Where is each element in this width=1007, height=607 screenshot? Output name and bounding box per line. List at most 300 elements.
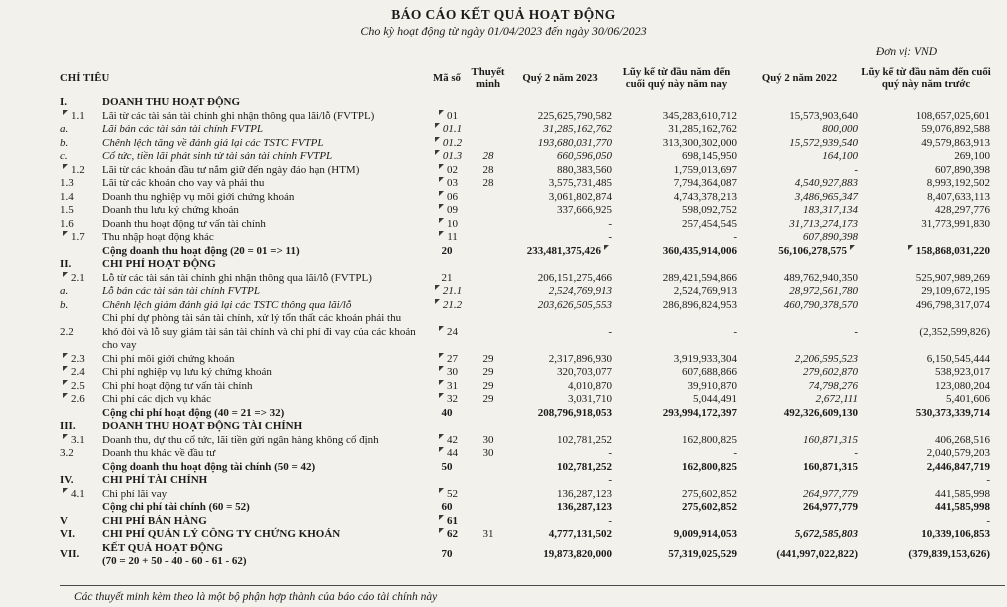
annotation-flag-icon — [439, 380, 444, 385]
row-code: 40 — [441, 406, 453, 419]
value-cell: 2,317,896,930 — [548, 352, 612, 365]
value-cell: 4,010,870 — [568, 379, 612, 392]
value-cell: 193,680,031,770 — [537, 136, 612, 149]
row-note — [470, 461, 506, 475]
row-number: 2.5 — [58, 380, 102, 394]
row-number: 1.2 — [58, 164, 102, 178]
row-number: I. — [60, 96, 68, 108]
table-row — [58, 218, 992, 232]
row-note: 28 — [482, 177, 494, 189]
row-code: 02 — [424, 164, 470, 178]
value-cell: 607,688,866 — [682, 366, 737, 378]
row-code: 10 — [424, 218, 470, 232]
value-cell: 28,972,561,780 — [789, 285, 858, 297]
row-number: V — [60, 514, 68, 527]
row-note — [470, 218, 506, 232]
value-cell: - — [608, 217, 612, 230]
value-cell: 160,871,315 — [803, 433, 858, 446]
row-label: DOANH THU HOẠT ĐỘNG TÀI CHÍNH — [102, 420, 303, 432]
table-row — [58, 123, 992, 137]
row-label: Chi phí các dịch vụ khác — [102, 393, 212, 405]
value-cell — [860, 420, 992, 434]
row-number: III. — [60, 420, 76, 432]
value-cell: 279,602,870 — [803, 366, 858, 378]
table-row — [58, 231, 992, 245]
row-label: Cộng doanh thu hoạt động tài chính (50 = 42) — [102, 460, 316, 473]
annotation-flag-icon — [63, 272, 68, 277]
table-row — [58, 542, 992, 569]
value-cell: 183,317,134 — [803, 204, 858, 216]
value-cell: - — [608, 231, 612, 243]
table-row — [58, 434, 992, 448]
value-cell: 102,781,252 — [557, 460, 612, 473]
row-note — [470, 258, 506, 272]
row-label: CHI PHÍ TÀI CHÍNH — [102, 474, 208, 486]
row-number: a. — [60, 285, 69, 297]
row-label: Chi phí môi giới chứng khoán — [102, 352, 235, 365]
row-label: CHI PHÍ HOẠT ĐỘNG — [102, 258, 216, 270]
row-number: 1.5 — [60, 204, 74, 216]
row-code — [424, 420, 470, 434]
value-cell: 406,268,516 — [935, 433, 990, 446]
annotation-flag-icon — [435, 137, 440, 142]
row-note — [470, 542, 506, 569]
value-cell: 10,339,106,853 — [921, 528, 990, 540]
row-number: 4.1 — [58, 488, 102, 502]
row-note: 28 — [482, 150, 494, 162]
value-cell: 2,524,769,913 — [673, 285, 737, 297]
value-cell: - — [733, 447, 737, 459]
value-cell: 74,798,276 — [808, 379, 858, 392]
row-note: 29 — [482, 379, 494, 392]
value-cell: 525,907,989,269 — [915, 271, 990, 284]
value-cell: - — [608, 514, 612, 527]
col-header-item: CHỈ TIÊU — [60, 71, 110, 84]
table-row — [58, 177, 992, 191]
row-label: Doanh thu nghiệp vụ môi giới chứng khoán — [102, 190, 295, 203]
value-cell: 2,446,847,719 — [926, 460, 990, 473]
annotation-flag-icon — [63, 164, 68, 169]
value-cell: 320,703,077 — [557, 366, 612, 378]
row-code: 21.1 — [424, 285, 470, 299]
table-row — [58, 258, 992, 272]
annotation-flag-icon — [435, 285, 440, 290]
value-cell: 29,109,672,195 — [921, 285, 990, 297]
row-number — [58, 461, 102, 475]
value-cell: 441,585,998 — [935, 501, 990, 513]
row-code: 20 — [441, 244, 453, 257]
value-cell: - — [854, 163, 858, 176]
value-cell — [739, 474, 860, 488]
table-row — [58, 285, 992, 299]
row-number: a. — [60, 123, 69, 135]
value-cell: 31,713,274,173 — [789, 217, 858, 230]
value-cell: (441,997,022,822) — [776, 548, 858, 561]
row-code — [424, 258, 470, 272]
row-label: Doanh thu hoạt động tư vấn tài chính — [102, 217, 266, 230]
row-code — [424, 96, 470, 110]
value-cell: 538,923,017 — [935, 366, 990, 378]
row-number: 1.1 — [58, 110, 102, 124]
row-code — [424, 474, 470, 488]
row-note — [470, 299, 506, 313]
annotation-flag-icon — [439, 231, 444, 236]
row-number: VII. — [60, 548, 80, 561]
row-code: 03 — [424, 177, 470, 191]
value-cell: 880,383,560 — [557, 163, 612, 176]
row-label: CHI PHÍ BÁN HÀNG — [102, 514, 207, 527]
row-number: 2.2 — [60, 325, 74, 338]
row-label: Cộng chi phí hoạt động (40 = 21 => 32) — [102, 406, 285, 419]
row-note — [470, 191, 506, 205]
value-cell: 108,657,025,601 — [915, 109, 990, 122]
value-cell: 3,575,731,485 — [548, 177, 612, 189]
annotation-flag-icon — [439, 366, 444, 371]
annotation-flag-icon — [439, 204, 444, 209]
value-cell: 102,781,252 — [557, 433, 612, 446]
value-cell: 57,319,025,529 — [668, 548, 737, 561]
value-cell: 8,993,192,502 — [926, 177, 990, 189]
annotation-flag-icon — [439, 515, 444, 520]
row-note — [470, 96, 506, 110]
row-number: b. — [60, 298, 69, 311]
row-label: Lãi từ các khoản cho vay và phải thu — [102, 177, 265, 189]
value-cell: 360,435,914,006 — [662, 244, 737, 257]
row-note — [470, 515, 506, 529]
row-number — [58, 245, 102, 259]
annotation-flag-icon — [439, 393, 444, 398]
value-cell: 269,100 — [954, 150, 990, 162]
value-cell: (379,839,153,626) — [908, 548, 990, 561]
report-period: Cho kỳ hoạt động từ ngày 01/04/2023 đến ngày 30/06/2023 — [360, 24, 647, 38]
value-cell: 492,326,609,130 — [783, 406, 858, 419]
row-label: Cộng doanh thu hoạt động (20 = 01 => 11) — [102, 244, 300, 257]
row-number: 1.4 — [60, 190, 74, 203]
annotation-flag-icon — [439, 434, 444, 439]
value-cell — [506, 420, 614, 434]
row-note — [470, 488, 506, 502]
value-cell — [614, 96, 739, 110]
row-code: 52 — [424, 488, 470, 502]
value-cell: 206,151,275,466 — [537, 271, 612, 284]
value-cell: 345,283,610,712 — [662, 109, 737, 122]
row-label: Lỗ từ các tài sản tài chính ghi nhận thông qua lãi/lỗ (FVTPL) — [102, 271, 372, 284]
value-cell: 208,796,918,053 — [537, 406, 612, 419]
row-number: 1.7 — [58, 231, 102, 245]
table-row — [58, 150, 992, 164]
row-note — [470, 474, 506, 488]
value-cell: - — [608, 325, 612, 338]
col-header-q2-2023: Quý 2 năm 2023 — [522, 71, 598, 84]
value-cell: 59,076,892,588 — [921, 123, 990, 135]
table-row — [58, 96, 992, 110]
row-note — [470, 137, 506, 151]
value-cell: 4,777,131,502 — [548, 528, 612, 540]
row-note — [470, 407, 506, 421]
value-cell: 3,486,965,347 — [794, 190, 858, 203]
value-cell: - — [854, 447, 858, 459]
value-cell: 1,759,013,697 — [673, 163, 737, 176]
row-number: II. — [60, 258, 72, 270]
table-row — [58, 137, 992, 151]
table-row — [58, 204, 992, 218]
row-note: 30 — [482, 433, 494, 446]
table-header-row — [58, 60, 992, 96]
row-label: Lãi từ các khoản đầu tư nắm giữ đến ngày đáo hạn (HTM) — [102, 163, 360, 176]
row-number: 2.6 — [58, 393, 102, 407]
value-cell: - — [608, 474, 612, 486]
row-code: 01.3 — [424, 150, 470, 164]
annotation-flag-icon — [439, 110, 444, 115]
row-label: KẾT QUẢ HOẠT ĐỘNG (70 = 20 + 50 - 40 - 60 - 61 - 62) — [102, 541, 247, 567]
row-code: 06 — [424, 191, 470, 205]
value-cell: 31,285,162,762 — [668, 123, 737, 135]
row-label: Lỗ bán các tài sản tài chính FVTPL — [102, 285, 260, 297]
value-cell: 162,800,825 — [682, 460, 737, 473]
value-cell: 3,919,933,304 — [673, 352, 737, 365]
value-cell — [739, 258, 860, 272]
row-code: 27 — [424, 353, 470, 367]
value-cell: 6,150,545,444 — [926, 352, 990, 365]
value-cell — [860, 258, 992, 272]
annotation-flag-icon — [63, 231, 68, 236]
row-label: Chênh lệch giảm đánh giá lại các TSTC thông qua lãi/lỗ — [102, 298, 352, 311]
row-number: c. — [60, 150, 68, 162]
table-row — [58, 191, 992, 205]
annotation-flag-icon — [435, 150, 440, 155]
annotation-flag-icon — [439, 326, 444, 331]
value-cell: 3,031,710 — [568, 393, 612, 405]
table-row — [58, 110, 992, 124]
value-cell — [860, 231, 992, 245]
row-code: 62 — [424, 528, 470, 542]
row-number — [58, 501, 102, 515]
value-cell: 158,868,031,220 — [860, 245, 992, 259]
row-number: 3.2 — [60, 447, 74, 459]
row-label: Chi phí nghiệp vụ lưu ký chứng khoán — [102, 366, 272, 378]
annotation-flag-icon — [439, 164, 444, 169]
row-note: 30 — [482, 447, 494, 459]
annotation-flag-icon — [63, 366, 68, 371]
value-cell: 203,626,505,553 — [537, 298, 612, 311]
row-code: 30 — [424, 366, 470, 380]
row-number: 3.1 — [58, 434, 102, 448]
value-cell — [739, 420, 860, 434]
annotation-flag-icon — [63, 393, 68, 398]
row-note — [470, 123, 506, 137]
row-label: Thu nhập hoạt động khác — [102, 231, 214, 243]
row-label: Chi phí hoạt động tư vấn tài chính — [102, 379, 253, 392]
row-note: 29 — [482, 366, 494, 378]
row-code: 44 — [424, 447, 470, 461]
row-code: 70 — [441, 548, 453, 561]
value-cell: 8,407,633,113 — [927, 190, 990, 203]
row-code: 60 — [441, 501, 453, 513]
annotation-flag-icon — [63, 380, 68, 385]
value-cell — [506, 96, 614, 110]
income-statement-table — [58, 60, 992, 569]
value-cell: 428,297,776 — [935, 204, 990, 216]
value-cell: 2,524,769,913 — [548, 285, 612, 297]
row-note — [470, 231, 506, 245]
row-note: 31 — [482, 528, 494, 540]
row-note: 29 — [482, 393, 494, 405]
table-row — [58, 420, 992, 434]
row-label: DOANH THU HOẠT ĐỘNG — [102, 96, 241, 108]
annotation-flag-icon — [435, 123, 440, 128]
footer-note: Các thuyết minh kèm theo là một bộ phận hợp thành của báo cáo tài chính này — [74, 591, 438, 603]
row-label: Doanh thu, dự thu cổ tức, lãi tiền gửi ngân hàng không cố định — [102, 433, 379, 446]
value-cell: 313,300,302,000 — [662, 136, 737, 149]
row-code: 01 — [424, 110, 470, 124]
value-cell: 5,672,585,803 — [794, 528, 858, 540]
value-cell: 49,579,863,913 — [921, 136, 990, 149]
row-note — [470, 272, 506, 286]
value-cell: (2,352,599,826) — [919, 325, 990, 338]
value-cell: 289,421,594,866 — [662, 271, 737, 284]
table-row — [58, 164, 992, 178]
value-cell: 31,285,162,762 — [543, 123, 612, 135]
value-cell: 164,100 — [822, 150, 858, 162]
row-number: 1.6 — [60, 217, 74, 230]
row-note — [470, 501, 506, 515]
value-cell — [614, 258, 739, 272]
row-note — [470, 420, 506, 434]
col-header-q2-2022: Quý 2 năm 2022 — [761, 71, 838, 84]
value-cell: 136,287,123 — [557, 501, 612, 513]
value-cell: 7,794,364,087 — [673, 177, 737, 189]
value-cell: - — [733, 231, 737, 243]
annotation-flag-icon — [604, 245, 609, 250]
value-cell: - — [733, 325, 737, 338]
table-row — [58, 515, 992, 529]
value-cell: 2,040,579,203 — [926, 447, 990, 459]
row-label: Chi phí dự phòng tài sản tài chính, xử lý tổn thất các khoản phải thu khó đòi và lỗ suy giảm tài sản tài chính và chi phí đi vay của các khoản cho vay — [102, 312, 416, 351]
row-label: Cổ tức, tiền lãi phát sinh từ tài sản tài chính FVTPL — [102, 150, 333, 162]
value-cell: 337,666,925 — [557, 204, 612, 216]
value-cell: 293,994,172,397 — [662, 406, 737, 419]
row-note — [470, 204, 506, 218]
value-cell: 275,602,852 — [682, 487, 737, 500]
col-header-ytd-2023: Lũy kế từ đầu năm đến cuối quý này năm nay — [622, 65, 731, 90]
value-cell: 233,481,375,426 — [506, 245, 614, 259]
row-number: IV. — [60, 474, 74, 486]
row-label: Cộng chi phí tài chính (60 = 52) — [102, 501, 250, 513]
table-row — [58, 299, 992, 313]
table-row — [58, 447, 992, 461]
annotation-flag-icon — [435, 299, 440, 304]
value-cell — [860, 96, 992, 110]
value-cell: 136,287,123 — [557, 487, 612, 500]
value-cell: 275,602,852 — [682, 501, 737, 513]
table-row — [58, 353, 992, 367]
value-cell: - — [854, 325, 858, 338]
value-cell: 225,625,790,582 — [537, 109, 612, 122]
value-cell: 257,454,545 — [682, 217, 737, 230]
row-note — [470, 110, 506, 124]
annotation-flag-icon — [63, 488, 68, 493]
row-label: Chi phí lãi vay — [102, 487, 168, 500]
row-code: 24 — [424, 312, 470, 353]
value-cell — [614, 474, 739, 488]
row-code: 31 — [424, 380, 470, 394]
value-cell — [739, 96, 860, 110]
value-cell: - — [986, 514, 990, 527]
row-label: CHI PHÍ QUẢN LÝ CÔNG TY CHỨNG KHOÁN — [102, 528, 341, 540]
annotation-flag-icon — [439, 218, 444, 223]
report-title: BÁO CÁO KẾT QUẢ HOẠT ĐỘNG — [391, 7, 616, 22]
value-cell: 162,800,825 — [682, 433, 737, 446]
value-cell: 698,145,950 — [682, 150, 737, 162]
row-code: 01.1 — [424, 123, 470, 137]
table-row — [58, 474, 992, 488]
value-cell: 530,373,339,714 — [915, 406, 990, 419]
annotation-flag-icon — [439, 528, 444, 533]
row-number: 2.4 — [58, 366, 102, 380]
row-code: 42 — [424, 434, 470, 448]
value-cell: 160,871,315 — [803, 460, 858, 473]
value-cell: 441,585,998 — [935, 487, 990, 500]
row-code: 21 — [441, 271, 453, 284]
row-code: 09 — [424, 204, 470, 218]
value-cell: - — [986, 474, 990, 486]
row-number: 2.3 — [58, 353, 102, 367]
value-cell: 15,572,939,540 — [789, 136, 858, 149]
annotation-flag-icon — [63, 434, 68, 439]
annotation-flag-icon — [439, 191, 444, 196]
value-cell — [506, 258, 614, 272]
value-cell: 3,061,802,874 — [548, 190, 612, 203]
value-cell: 123,080,204 — [935, 379, 990, 392]
col-header-code: Mã số — [433, 71, 461, 84]
row-label: Doanh thu khác về đầu tư — [102, 447, 216, 459]
value-cell: 4,743,378,213 — [673, 190, 737, 203]
table-row — [58, 407, 992, 421]
value-cell: 19,873,820,000 — [543, 548, 612, 561]
value-cell: 489,762,940,350 — [783, 271, 858, 284]
value-cell: - — [608, 447, 612, 459]
row-code: 01.2 — [424, 137, 470, 151]
value-cell: 607,890,398 — [803, 231, 858, 243]
annotation-flag-icon — [439, 447, 444, 452]
value-cell: 4,540,927,883 — [794, 177, 858, 189]
value-cell: 264,977,779 — [803, 487, 858, 500]
row-label: Chênh lệch tăng về đánh giá lại các TSTC FVTPL — [102, 136, 324, 149]
row-number — [58, 407, 102, 421]
row-number: 1.3 — [60, 177, 74, 189]
row-label: Lãi bán các tài sản tài chính FVTPL — [102, 123, 264, 135]
row-code: 61 — [424, 515, 470, 529]
table-row — [58, 528, 992, 542]
table-row — [58, 366, 992, 380]
report-table-body — [58, 96, 992, 569]
table-row — [58, 501, 992, 515]
row-note — [470, 312, 506, 353]
row-code: 50 — [441, 460, 453, 473]
value-cell — [614, 515, 739, 529]
value-cell: 598,092,752 — [682, 204, 737, 216]
value-cell: 2,672,111 — [815, 393, 858, 405]
value-cell: 660,596,050 — [557, 150, 612, 162]
value-cell — [614, 420, 739, 434]
row-code: 11 — [424, 231, 470, 245]
row-code: 21.2 — [424, 299, 470, 313]
row-label: Doanh thu lưu ký chứng khoán — [102, 204, 239, 216]
row-note: 29 — [482, 352, 494, 365]
annotation-flag-icon — [63, 110, 68, 115]
value-cell: 31,773,991,830 — [921, 217, 990, 230]
value-cell: 496,798,317,074 — [915, 298, 990, 311]
